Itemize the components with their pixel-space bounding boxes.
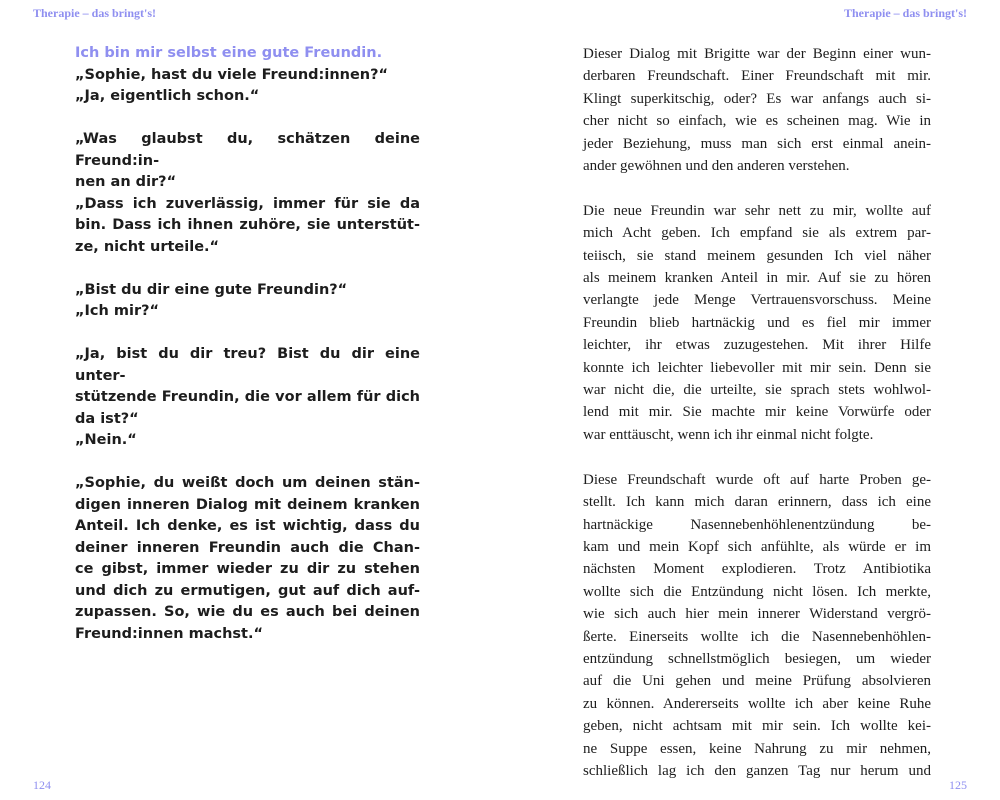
left-running-head: Therapie – das bringt's! bbox=[33, 6, 157, 20]
text-line: digen inneren Dialog mit deinem kranken bbox=[75, 496, 420, 513]
text-line: „Bist du dir eine gute Freundin?“ bbox=[75, 281, 348, 298]
text-line: auf die Uni gehen und meine Prüfung absolvieren bbox=[583, 673, 931, 690]
text-line: schließlich lag ich den ganzen Tag nur herum und bbox=[583, 762, 931, 779]
dialogue-paragraph bbox=[75, 65, 420, 108]
text-line: ze, nicht urteile.“ bbox=[75, 238, 220, 255]
text-line: cher nicht so einfach, wie es scheinen mag. Wie in bbox=[583, 113, 931, 130]
text-line: Klingt superkitschig, oder? Es war anfangs auch si- bbox=[583, 90, 931, 107]
text-line: „Ja, eigentlich schon.“ bbox=[75, 88, 260, 104]
text-line: hartnäckige Nasennebenhöhlenentzündung be- bbox=[583, 516, 931, 533]
right-page-number: 125 bbox=[949, 778, 967, 792]
text-line: stellt. Ich kann mich daran erinnern, dass ich eine bbox=[583, 494, 931, 511]
text-line: geben, nicht achtsam mit mir sein. Ich wollte kei- bbox=[583, 718, 931, 735]
text-line: wie sich auch hier mein innerer Widerstand vergrö- bbox=[583, 606, 931, 623]
text-line: und dich zu ermutigen, gut auf dich auf- bbox=[75, 582, 420, 599]
text-line: „Ja, bist du dir treu? Bist du dir eine unter- bbox=[75, 346, 420, 384]
text-line: kam und mein Kopf sich anfühlte, als würde er im bbox=[583, 538, 931, 555]
text-line: Freund:innen machst.“ bbox=[75, 625, 264, 642]
dialogue-paragraph bbox=[75, 280, 420, 323]
right-page-body bbox=[583, 43, 931, 800]
dialogue-paragraph bbox=[75, 473, 420, 645]
body-paragraph bbox=[583, 200, 931, 446]
text-line: nächsten Moment explodieren. Trotz Antibiotika bbox=[583, 561, 931, 578]
text-line: ne Suppe essen, keine Nahrung zu mir nehmen, bbox=[583, 740, 931, 757]
text-line: war enttäuscht, wenn ich ihr einmal nicht folgte. bbox=[583, 426, 874, 443]
text-line: ander gewöhnen und den anderen verstehen. bbox=[583, 158, 850, 175]
text-line: Anteil. Ich denke, es ist wichtig, dass du bbox=[75, 518, 420, 534]
text-line: lend mit mir. Sie machte mir keine Vorwürfe oder bbox=[583, 404, 931, 421]
text-line: war nicht die, die urteilte, sie sprach stets wohlwol- bbox=[583, 382, 931, 399]
text-line: „Dass ich zuverlässig, immer für sie da bbox=[75, 195, 420, 212]
text-line: stützende Freundin, die vor allem für dich bbox=[75, 389, 420, 405]
text-line: deiner inneren Freundin auch die Chan- bbox=[75, 539, 420, 556]
text-line: teiisch, sie stand meinem gesunden Ich viel näher bbox=[583, 247, 931, 264]
text-line: derbaren Freundschaft. Einer Freundschaft mit mir. bbox=[583, 68, 931, 85]
text-line: da ist?“ bbox=[75, 410, 139, 427]
text-line: verlangte jede Menge Vertrauensvorschuss. Meine bbox=[583, 292, 931, 309]
text-line: „Sophie, hast du viele Freund:innen?“ bbox=[75, 66, 389, 83]
left-page-number: 124 bbox=[33, 778, 51, 792]
text-line: „Nein.“ bbox=[75, 432, 137, 448]
section-heading: Ich bin mir selbst eine gute Freundin. bbox=[75, 45, 383, 61]
text-line: Dieser Dialog mit Brigitte war der Beginn einer wun- bbox=[583, 46, 931, 62]
text-line: „Ich mir?“ bbox=[75, 303, 160, 319]
dialogue-paragraph bbox=[75, 344, 420, 452]
text-line: „Was glaubst du, schätzen deine Freund:in- bbox=[75, 131, 420, 169]
text-line: ßerte. Einerseits wollte ich die Nasennebenhöhlen- bbox=[583, 628, 931, 645]
body-paragraph bbox=[583, 43, 931, 177]
text-line: ce gibst, immer wieder zu dir zu stehen bbox=[75, 561, 420, 577]
text-line: jeder Beziehung, muss man sich erst einmal anein- bbox=[583, 135, 931, 152]
text-line: Diese Freundschaft wurde oft auf harte Proben ge- bbox=[583, 471, 931, 488]
text-line: „Sophie, du weißt doch um deinen stän- bbox=[75, 475, 420, 491]
dialogue-paragraph bbox=[75, 129, 420, 258]
text-line: konnte ich leichter liebevoller mit mir sein. Denn sie bbox=[583, 359, 931, 376]
text-line: Die neue Freundin war sehr nett zu mir, wollte auf bbox=[583, 202, 931, 219]
text-line: entzündung schnellstmöglich besiegen, um wieder bbox=[583, 650, 931, 667]
text-line: als meinem kranken Anteil in mir. Auf sie zu hören bbox=[583, 270, 931, 287]
right-running-head: Therapie – das bringt's! bbox=[843, 6, 967, 20]
left-page-body bbox=[75, 43, 420, 667]
text-line: bin. Dass ich ihnen zuhöre, sie unterstüt- bbox=[75, 217, 420, 233]
body-paragraph bbox=[583, 469, 931, 783]
text-line: Freundin blieb hartnäckig und es fiel mir immer bbox=[583, 314, 931, 331]
text-line: zu können. Andererseits wollte ich aber keine Ruhe bbox=[583, 695, 931, 712]
text-line: zupassen. So, wie du es auch bei deinen bbox=[75, 604, 420, 620]
text-line: leichter, ihr etwas zuzugestehen. Mit ihrer Hilfe bbox=[583, 337, 931, 354]
text-line: mich Acht geben. Ich empfand sie als extrem par- bbox=[583, 225, 931, 242]
text-line: nen an dir?“ bbox=[75, 174, 177, 190]
text-line: wollte sich die Entzündung nicht lösen. Ich merkte, bbox=[583, 583, 931, 600]
